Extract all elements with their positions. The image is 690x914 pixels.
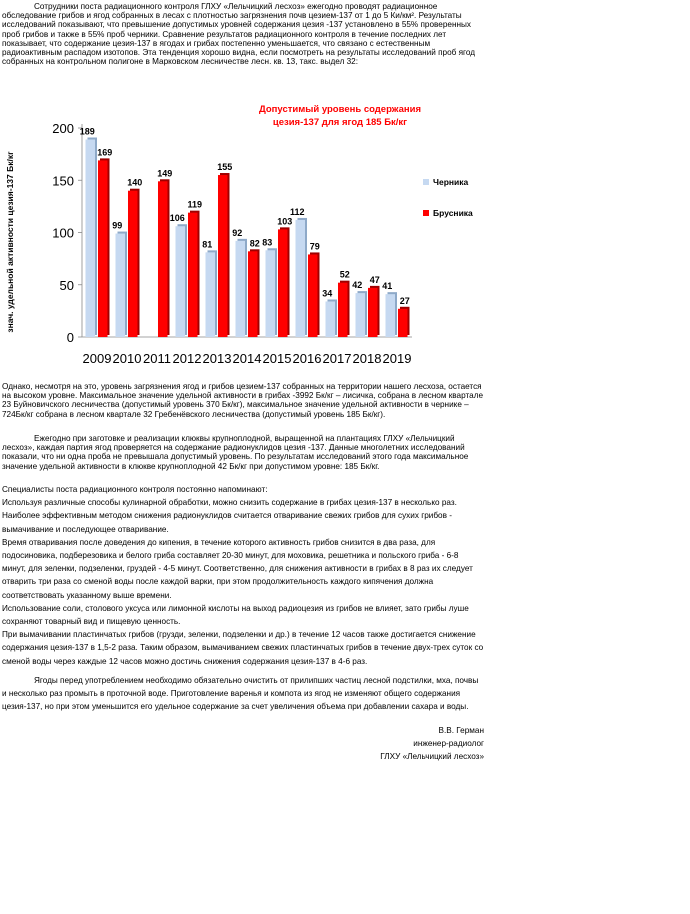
data-label: 112 <box>289 206 305 217</box>
after-chart-paragraph: Однако, несмотря на это, уровень загрязнения ягод и грибов цезием-137 собранных на территории нашего лесхоза, остается на высоком уровне. Максимальное значение удельной активности в грибах -3992 Бк/кг – лисичка, собрана в лесном квартале 23 Буйновичского лесничества (допустимый уровень 370 Бк/кг), максимальное значение удельной активности в чернике – 724Бк/кг собрана в лесном квартале 32 Гребенёвского лесничества (допустимый уровень 185 Бк/кг). <box>2 382 484 419</box>
y-axis-label: знач. удельной активности цезия-137 Бк/кг <box>5 151 15 333</box>
legend-label: Черника <box>433 177 469 187</box>
data-label: 79 <box>309 241 320 252</box>
bar-bilberry <box>296 220 306 337</box>
legend-swatch <box>423 179 429 185</box>
bar-bilberry <box>86 139 96 337</box>
reminder-soaking: При вымачивании пластинчатых грибов (грузди, зеленки, подзеленки и др.) в течение 12 часов также достигается снижение содержания цезия-137 в 1,5-2 раза. Таким образом, вымачиванием свежих пластинчатых грибов в течение двух-трех суток со сменой воды через каждые 12 часов можно достичь снижения содержания цезия-137 в 4-6 раз. <box>2 630 484 666</box>
bar-bilberry <box>356 293 366 337</box>
x-tick-label: 2010 <box>112 351 142 366</box>
x-tick-label: 2017 <box>322 351 352 366</box>
data-label: 169 <box>97 147 113 158</box>
reminders-block <box>2 483 484 668</box>
data-label: 99 <box>112 220 123 231</box>
data-label: 103 <box>277 216 293 227</box>
data-label: 149 <box>157 168 173 179</box>
bar-lingonberry <box>128 191 138 337</box>
bar-bilberry <box>176 226 186 337</box>
x-tick-label: 2019 <box>382 351 412 366</box>
reminder-boiling-time: Время отваривания после доведения до кипения, в течение которого активность грибов снизится в два раза, для подосиновика, подберезовика и белого гриба составляет 20-30 минут, для моховика, решетника и польского гриба - 6-8 минут, для зеленки, подзеленки, груздей - 4-5 минут. Соответственно, для снижения активности в грибах в 8 раз их следует отварить три раза со сменой воды после каждой варки, при этом продолжительность каждого кипячения должна соответствовать указанному выше времени. <box>2 537 473 600</box>
bar-lingonberry <box>218 175 228 337</box>
y-tick-label: 0 <box>66 330 74 345</box>
y-tick-label: 200 <box>52 121 74 136</box>
intro-paragraph: Сотрудники поста радиационного контроля ГЛХУ «Лельчицкий лесхоз» ежегодно проводят радиационное обследование грибов и ягод собранных в лесах с плотностью загрязнения почв цезием-137 от 1 до 5 Ки/км². Результаты исследований показывают, что превышение допустимых уровней содержания цезия -137 установлено в 55% проверенных проб грибов и также в 55% проб черники. Сравнение результатов радиационного контроля в течение последних лет показывает, что содержание цезия-137 в ягодах и грибах постепенно уменьшается, что связано с естественным радиоактивным распадом изотопов. Эта тенденция хорошо видна, если посмотреть на результаты исследований проб ягод собранных на контрольном полигоне в Марковском лесничестве лесн. кв. 13, такс. выдел 32: <box>2 2 475 67</box>
cranberry-paragraph: Ежегодно при заготовке и реализации клюквы крупноплодной, выращенной на плантациях ГЛХУ «Лельчицкий лесхоз», каждая партия ягод проверяется на содержание радионуклидов цезия -137. Данные многолетних исследований показали, что ни одна проба не превышала допустимый уровень. По результатам исследований этого года максимальное значение удельной активности в клюкве крупноплодной 42 Бк/кг при допустимом уровне: 185 Бк/кг. <box>2 434 469 471</box>
x-tick-label: 2009 <box>82 351 112 366</box>
bar-lingonberry <box>98 160 108 337</box>
cesium-chart <box>2 94 488 378</box>
signature-position: инженер-радиолог <box>413 739 484 748</box>
data-label: 83 <box>262 237 273 248</box>
x-tick-label: 2014 <box>232 351 262 366</box>
y-tick-label: 100 <box>52 225 74 241</box>
bar-bilberry <box>266 250 276 337</box>
bar-bilberry <box>206 252 216 337</box>
bar-lingonberry <box>308 254 318 337</box>
bar-bilberry <box>236 241 246 337</box>
signature-name: В.В. Герман <box>438 726 484 735</box>
reminders-heading: Специалисты поста радиационного контроля постоянно напоминают: <box>2 485 268 494</box>
data-label: 34 <box>322 288 333 299</box>
bar-lingonberry <box>398 309 408 337</box>
signature-org: ГЛХУ «Лельчицкий лесхоз» <box>380 752 484 761</box>
bar-lingonberry <box>158 181 168 337</box>
reminder-cooking: Используя различные способы кулинарной обработки, можно снизить содержание в грибах цезия-137 в несколько раз. Наиболее эффективным методом снижения радионуклидов считается отваривание свежих грибов для сухих грибов - вымачивание и последующее отваривание. <box>2 498 457 534</box>
reminder-salt: Использование соли, столового уксуса или лимонной кислоты на выход радиоцезия из грибов не влияет, зато грибы луше сохраняют товарный вид и пищевую ценность. <box>2 603 469 627</box>
x-tick-label: 2018 <box>352 351 382 366</box>
data-label: 140 <box>127 177 143 188</box>
limit-annotation-line1: Допустимый уровень содержания <box>258 104 422 115</box>
data-label: 106 <box>169 213 185 224</box>
signature-block <box>380 724 484 763</box>
y-tick-label: 50 <box>59 277 74 293</box>
legend-label: Брусника <box>433 208 473 218</box>
bar-lingonberry <box>338 283 348 337</box>
legend-swatch <box>423 210 429 216</box>
data-label: 27 <box>399 295 410 306</box>
bar-lingonberry <box>278 229 288 337</box>
bar-lingonberry <box>368 288 378 337</box>
data-label: 42 <box>352 280 363 291</box>
limit-annotation-line2: цезия-137 для ягод 185 Бк/кг <box>272 117 408 128</box>
bar-bilberry <box>116 234 126 337</box>
data-label: 155 <box>217 162 233 173</box>
bar-lingonberry <box>248 251 258 337</box>
data-label: 47 <box>369 274 380 285</box>
bar-lingonberry <box>188 213 198 337</box>
bar-bilberry <box>326 301 336 337</box>
berries-paragraph: Ягоды перед употреблением необходимо обязательно очистить от прилипших частиц лесной подстилки, мха, почвы и несколько раз промыть в проточной воде. Приготовление варенья и компота из ягод не изменяют общего содержания цезия-137, но при этом уменьшится его удельное содержание за счет увеличения объема при добавлении сахара и воды. <box>2 676 479 712</box>
bar-bilberry <box>386 294 396 337</box>
x-tick-label: 2015 <box>262 351 292 366</box>
x-tick-label: 2016 <box>292 351 322 366</box>
data-label: 119 <box>187 199 203 210</box>
y-tick-label: 150 <box>52 173 74 189</box>
x-tick-label: 2011 <box>143 351 171 366</box>
data-label: 92 <box>232 227 243 238</box>
x-tick-label: 2013 <box>202 351 232 366</box>
data-label: 81 <box>202 239 213 250</box>
data-label: 82 <box>249 238 260 249</box>
data-label: 189 <box>79 126 95 137</box>
data-label: 41 <box>382 281 393 292</box>
data-label: 52 <box>339 269 350 280</box>
x-tick-label: 2012 <box>172 351 202 366</box>
